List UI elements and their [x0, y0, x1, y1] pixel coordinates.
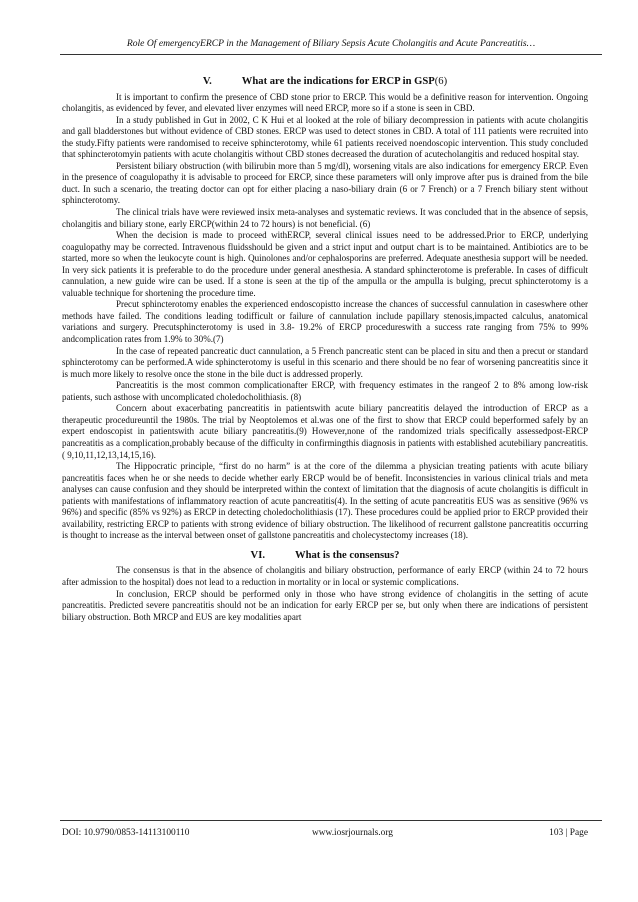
paragraph: In a study published in Gut in 2002, C K Hui et al looked at the role of biliary decompression in patients with acute cholangitis and gall bladderstones but without evidence of CBD stones. ERCP was used to detect stones in CBD. A total of 111 patients were recruited into the study.Fifty patients were randomised to receive sphincterotomy, while 61 patients received noendoscopic intervention. This study concluded that sphincterotomyin patients with acute cholangitis without CBD stones decreased the duration of acutecholangitis and reduced hospital stay. [62, 114, 588, 160]
footer-doi: DOI: 10.9790/0853-14113100110 [62, 828, 190, 838]
section-v-ref: (6) [434, 76, 448, 87]
section-v-number: V. [202, 76, 212, 87]
section-vi-title: What is the consensus? [294, 549, 400, 561]
section-vi-heading [62, 550, 588, 562]
running-header: Role Of emergencyERCP in the Management of Biliary Sepsis Acute Cholangitis and Acute Pancreatitis… [126, 38, 536, 49]
section-vi-number: VI. [250, 549, 265, 561]
paragraph: The consensus is that in the absence of cholangitis and biliary obstruction, performance of early ERCP (within 24 to 72 hours after admission to the hospital) does not lead to a reduction in mortality or in local or systemic complications. [62, 565, 588, 587]
paragraph: Concern about exacerbating pancreatitis in patientswith acute biliary pancreatitis delayed the introduction of ERCP as a therapeutic procedureuntil the 1980s. The trial by Neoptolemos et al.was one of the first to show that ERCP could beperformed safely by an expert endoscopist in patientswith acute biliary pancreatitis.(9) However,none of the randomized trials specifically assessedpost-ERCP pancreatitis as a complication,probably because of the difficulty in confirmingthis diagnosis in patients with established acutebiliary pancreatitis.( 9,10,11,12,13,14,15,16). [62, 403, 588, 460]
paragraph: When the decision is made to proceed withERCP, several clinical issues need to be addressed.Prior to ERCP, underlying coagulopathy may be corrected. Intravenous fluidsshould be given and a strict input and output chart is to be maintained. Antibiotics are to be started, more so when the leukocyte count is high. Quinolones and/or cephalosporins are preferred. Adequate anesthesia support will be needed. In very sick patients it is preferable to do the procedure under general anesthesia. A standard sphincterotome is preferable. In cases of difficult cannulation, a new guide wire can be used. If a stone is seen at the tip of the ampulla or the ampulla is bulging, precut sphincterotomy is a valuable technique for shortening the procedure time. [62, 230, 588, 298]
paragraph: The clinical trials have were reviewed insix meta-analyses and systematic reviews. It was concluded that in the absence of sepsis, cholangitis and biliary stone, early ERCP(within 24 to 72 hours) is not beneficial. (6) [62, 207, 588, 229]
paragraph: Pancreatitis is the most common complicationafter ERCP, with frequency estimates in the rangeof 2 to 8% among low-risk patients, such asthose with uncomplicated choledocholithiasis. (8) [62, 380, 588, 402]
paragraph: In conclusion, ERCP should be performed only in those who have strong evidence of cholangitis in the setting of acute pancreatitis. Predicted severe pancreatitis should not be an indication for early ERCP per se, but only when there are indications of persistent biliary obstruction. Both MRCP and EUS are key modalities apart [62, 588, 588, 622]
footer-website: www.iosrjournals.org [312, 828, 393, 838]
paragraph: It is important to confirm the presence of CBD stone prior to ERCP. This would be a definitive reason for intervention. Ongoing cholangitis, as evidenced by fever, and elevated liver enzymes will need ERCP, more so if a stone is seen in CBD. [62, 91, 588, 114]
paragraph: Precut sphincterotomy enables the experienced endoscopistto increase the chances of successful cannulation in caseswhere other methods have failed. The conditions leading todifficult or failure of cannulation include papillary stenosis,impacted calculus, anatomical variations and surgery. Precutsphincterotomy is used in 3.8- 19.2% of ERCP procedureswith a success rate ranging from 75% to 99% andcomplication rates from 1.9% to 30%.(7) [62, 299, 588, 345]
section-v-title: What are the indications for ERCP in GSP [241, 76, 435, 87]
section-v-heading [62, 76, 588, 88]
paragraph: Persistent biliary obstruction (with bilirubin more than 5 mg/dl), worsening vitals are also indications for emergency ERCP. Even in the presence of coagulopathy it is advisable to proceed for ERCP, since these parameters will only improve after pus is drained from the bile duct. In such a scenario, the treating doctor can opt for either placing a naso-biliary drain (6 or 7 French) or a 7 French biliary stent without sphincterotomy. [62, 160, 588, 206]
paragraph: In the case of repeated pancreatic duct cannulation, a 5 French pancreatic stent can be placed in situ and then a precut or standard sphincterotomy can be performed.A wide sphincterotomy is useful in this scenario and there should be no fear of worsening pancreatitis since it is much more likely to resolve once the stone in the bile duct is addressed properly. [62, 345, 588, 379]
article-body [62, 72, 588, 623]
footer-page-number: 103 | Page [549, 828, 588, 838]
footer-rule [60, 820, 602, 821]
header-rule [60, 54, 602, 55]
paragraph: The Hippocratic principle, “first do no harm” is at the core of the dilemma a physician treating patients with acute biliary pancreatitis faces when he or she needs to decide whether early ERCP would be of benefit. Inconsistencies in various clinical trials and meta analyses can cause confusion and they should be interpreted within the context of limitation that the diagnosis of acute cholangitis is difficult in patients with manifestations of inflammatory reaction of acute pancreatitis(4). In the setting of acute pancreatitis EUS was as sensitive (96% vs 96%) and specific (85% vs 92%) as ERCP in detecting choledocholithiasis (17). These procedures could be applied prior to ERCP provided their availability, restricting ERCP to patients with strong evidence of biliary obstruction. The likelihood of recurrent gallstone pancreatitis occurring is thought to increase as the interval between onset of gallstone pancreatitis and cholecystectomy increases (18). [62, 461, 588, 541]
